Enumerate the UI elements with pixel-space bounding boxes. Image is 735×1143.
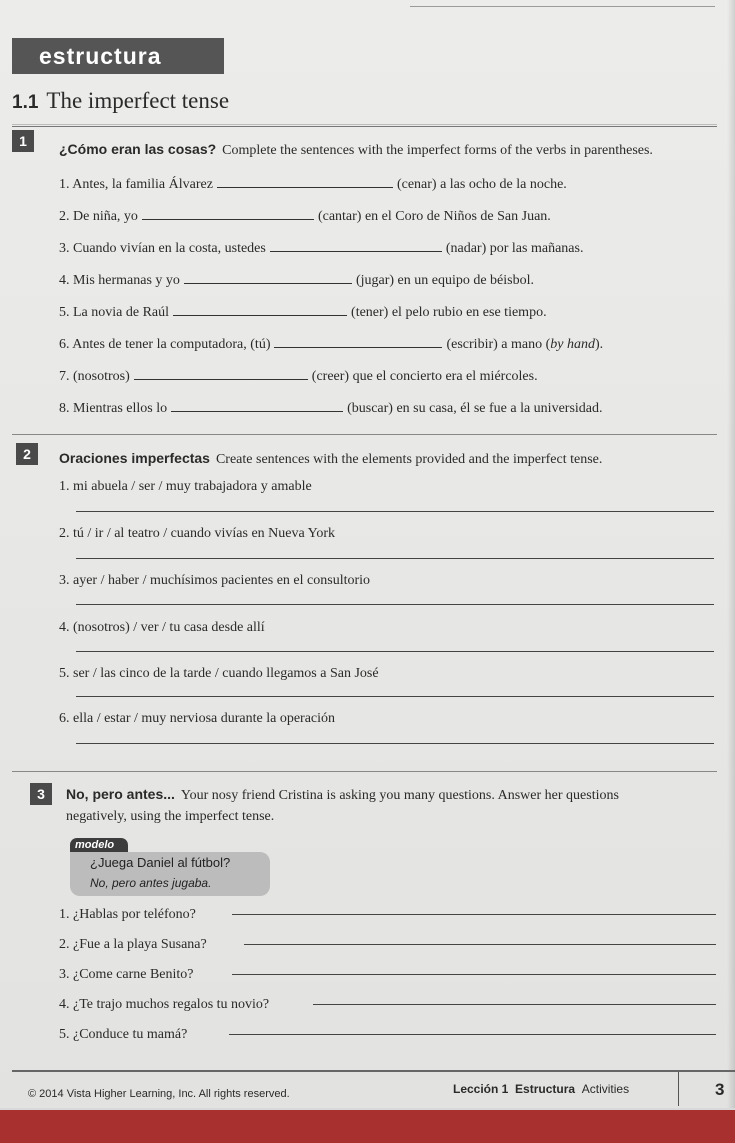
answer-line[interactable] bbox=[232, 914, 716, 915]
activity-1-item-5: 5. La novia de Raúl (tener) el pelo rubio en ese tiempo. bbox=[59, 302, 547, 321]
activity-2-instruction-text: Create sentences with the elements provided and the imperfect tense. bbox=[215, 452, 603, 467]
page-edge-shadow bbox=[727, 0, 735, 1143]
answer-line[interactable] bbox=[229, 1034, 716, 1035]
activity-1-item-4: 4. Mis hermanas y yo (jugar) en un equipo de béisbol. bbox=[59, 270, 534, 289]
activity-2-item-4: 4. (nosotros) / ver / tu casa desde allí bbox=[59, 620, 265, 635]
activity-1-instruction-text: Complete the sentences with the imperfect forms of the verbs in parentheses. bbox=[222, 143, 653, 158]
model-tag: modelo bbox=[70, 838, 128, 853]
model-answer: No, pero antes jugaba. bbox=[90, 876, 212, 890]
answer-blank[interactable] bbox=[270, 238, 442, 252]
answer-blank[interactable] bbox=[274, 334, 442, 348]
section-title-text: The imperfect tense bbox=[46, 88, 230, 113]
activity-divider bbox=[12, 771, 717, 772]
answer-line[interactable] bbox=[76, 651, 714, 652]
section-title bbox=[12, 88, 229, 114]
answer-blank[interactable] bbox=[142, 206, 314, 220]
model-box bbox=[70, 852, 270, 896]
activity-1-item-1: 1. Antes, la familia Álvarez (cenar) a las ocho de la noche. bbox=[59, 174, 567, 193]
activity-2-item-5: 5. ser / las cinco de la tarde / cuando llegamos a San José bbox=[59, 666, 379, 681]
activity-1-item-7: 7. (nosotros) (creer) que el concierto era el miércoles. bbox=[59, 366, 538, 385]
answer-line[interactable] bbox=[244, 944, 716, 945]
activity-1-item-6: 6. Antes de tener la computadora, (tú) (escribir) a mano (by hand). bbox=[59, 334, 603, 353]
answer-blank[interactable] bbox=[171, 398, 343, 412]
copyright-text: © 2014 Vista Higher Learning, Inc. All rights reserved. bbox=[28, 1088, 290, 1100]
activity-1-badge: 1 bbox=[12, 130, 34, 152]
answer-blank[interactable] bbox=[173, 302, 347, 316]
answer-line[interactable] bbox=[313, 1004, 716, 1005]
answer-blank[interactable] bbox=[134, 366, 308, 380]
top-rule bbox=[410, 6, 715, 7]
activity-3-item-4: 4. ¿Te trajo muchos regalos tu novio? bbox=[59, 997, 270, 1012]
activity-1-instructions bbox=[59, 138, 653, 162]
activity-1-item-8: 8. Mientras ellos lo (buscar) en su casa, él se fue a la universidad. bbox=[59, 398, 603, 417]
activity-2-instructions bbox=[59, 447, 602, 471]
answer-line[interactable] bbox=[76, 558, 714, 559]
bottom-red-strip bbox=[0, 1110, 735, 1143]
activity-2-item-6: 6. ella / estar / muy nerviosa durante la operación bbox=[59, 711, 336, 726]
activity-3-item-2: 2. ¿Fue a la playa Susana? bbox=[59, 937, 207, 952]
activity-3-badge: 3 bbox=[30, 783, 52, 805]
model-question: ¿Juega Daniel al fútbol? bbox=[90, 855, 231, 870]
activity-2-badge: 2 bbox=[16, 443, 38, 465]
activity-3-item-3: 3. ¿Come carne Benito? bbox=[59, 967, 194, 982]
section-rule-light bbox=[12, 124, 717, 125]
section-number: 1.1 bbox=[12, 92, 39, 113]
footer-divider bbox=[678, 1072, 679, 1106]
answer-blank[interactable] bbox=[217, 174, 393, 188]
activity-1-title: ¿Cómo eran las cosas? bbox=[59, 141, 217, 157]
activity-3-title: No, pero antes... bbox=[66, 786, 175, 802]
activity-3-instruction-line-2: negatively, using the imperfect tense. bbox=[66, 809, 275, 824]
answer-blank[interactable] bbox=[184, 270, 352, 284]
activity-divider bbox=[12, 434, 717, 435]
footer-rule bbox=[12, 1070, 735, 1072]
answer-line[interactable] bbox=[76, 511, 714, 512]
activity-3-instruction-line-1: Your nosy friend Cristina is asking you many questions. Answer her questions bbox=[180, 788, 619, 803]
activity-1-item-3: 3. Cuando vivían en la costa, ustedes (nadar) por las mañanas. bbox=[59, 238, 583, 257]
answer-line[interactable] bbox=[76, 743, 714, 744]
section-banner: estructura bbox=[12, 38, 224, 74]
section-rule bbox=[12, 126, 717, 127]
answer-line[interactable] bbox=[76, 696, 714, 697]
activity-1-item-2: 2. De niña, yo (cantar) en el Coro de Niños de San Juan. bbox=[59, 206, 551, 225]
footer-lesson-label: Lección 1 Estructura Activities bbox=[453, 1082, 630, 1096]
activity-3-instructions bbox=[66, 783, 619, 807]
answer-line[interactable] bbox=[232, 974, 716, 975]
activity-2-item-2: 2. tú / ir / al teatro / cuando vivías en Nueva York bbox=[59, 526, 336, 541]
page-number: 3 bbox=[715, 1080, 725, 1099]
activity-2-title: Oraciones imperfectas bbox=[59, 450, 210, 466]
activity-3-item-5: 5. ¿Conduce tu mamá? bbox=[59, 1027, 188, 1042]
activity-2-item-3: 3. ayer / haber / muchísimos pacientes en el consultorio bbox=[59, 573, 371, 588]
activity-3-item-1: 1. ¿Hablas por teléfono? bbox=[59, 907, 196, 922]
activity-2-item-1: 1. mi abuela / ser / muy trabajadora y amable bbox=[59, 479, 312, 494]
answer-line[interactable] bbox=[76, 604, 714, 605]
